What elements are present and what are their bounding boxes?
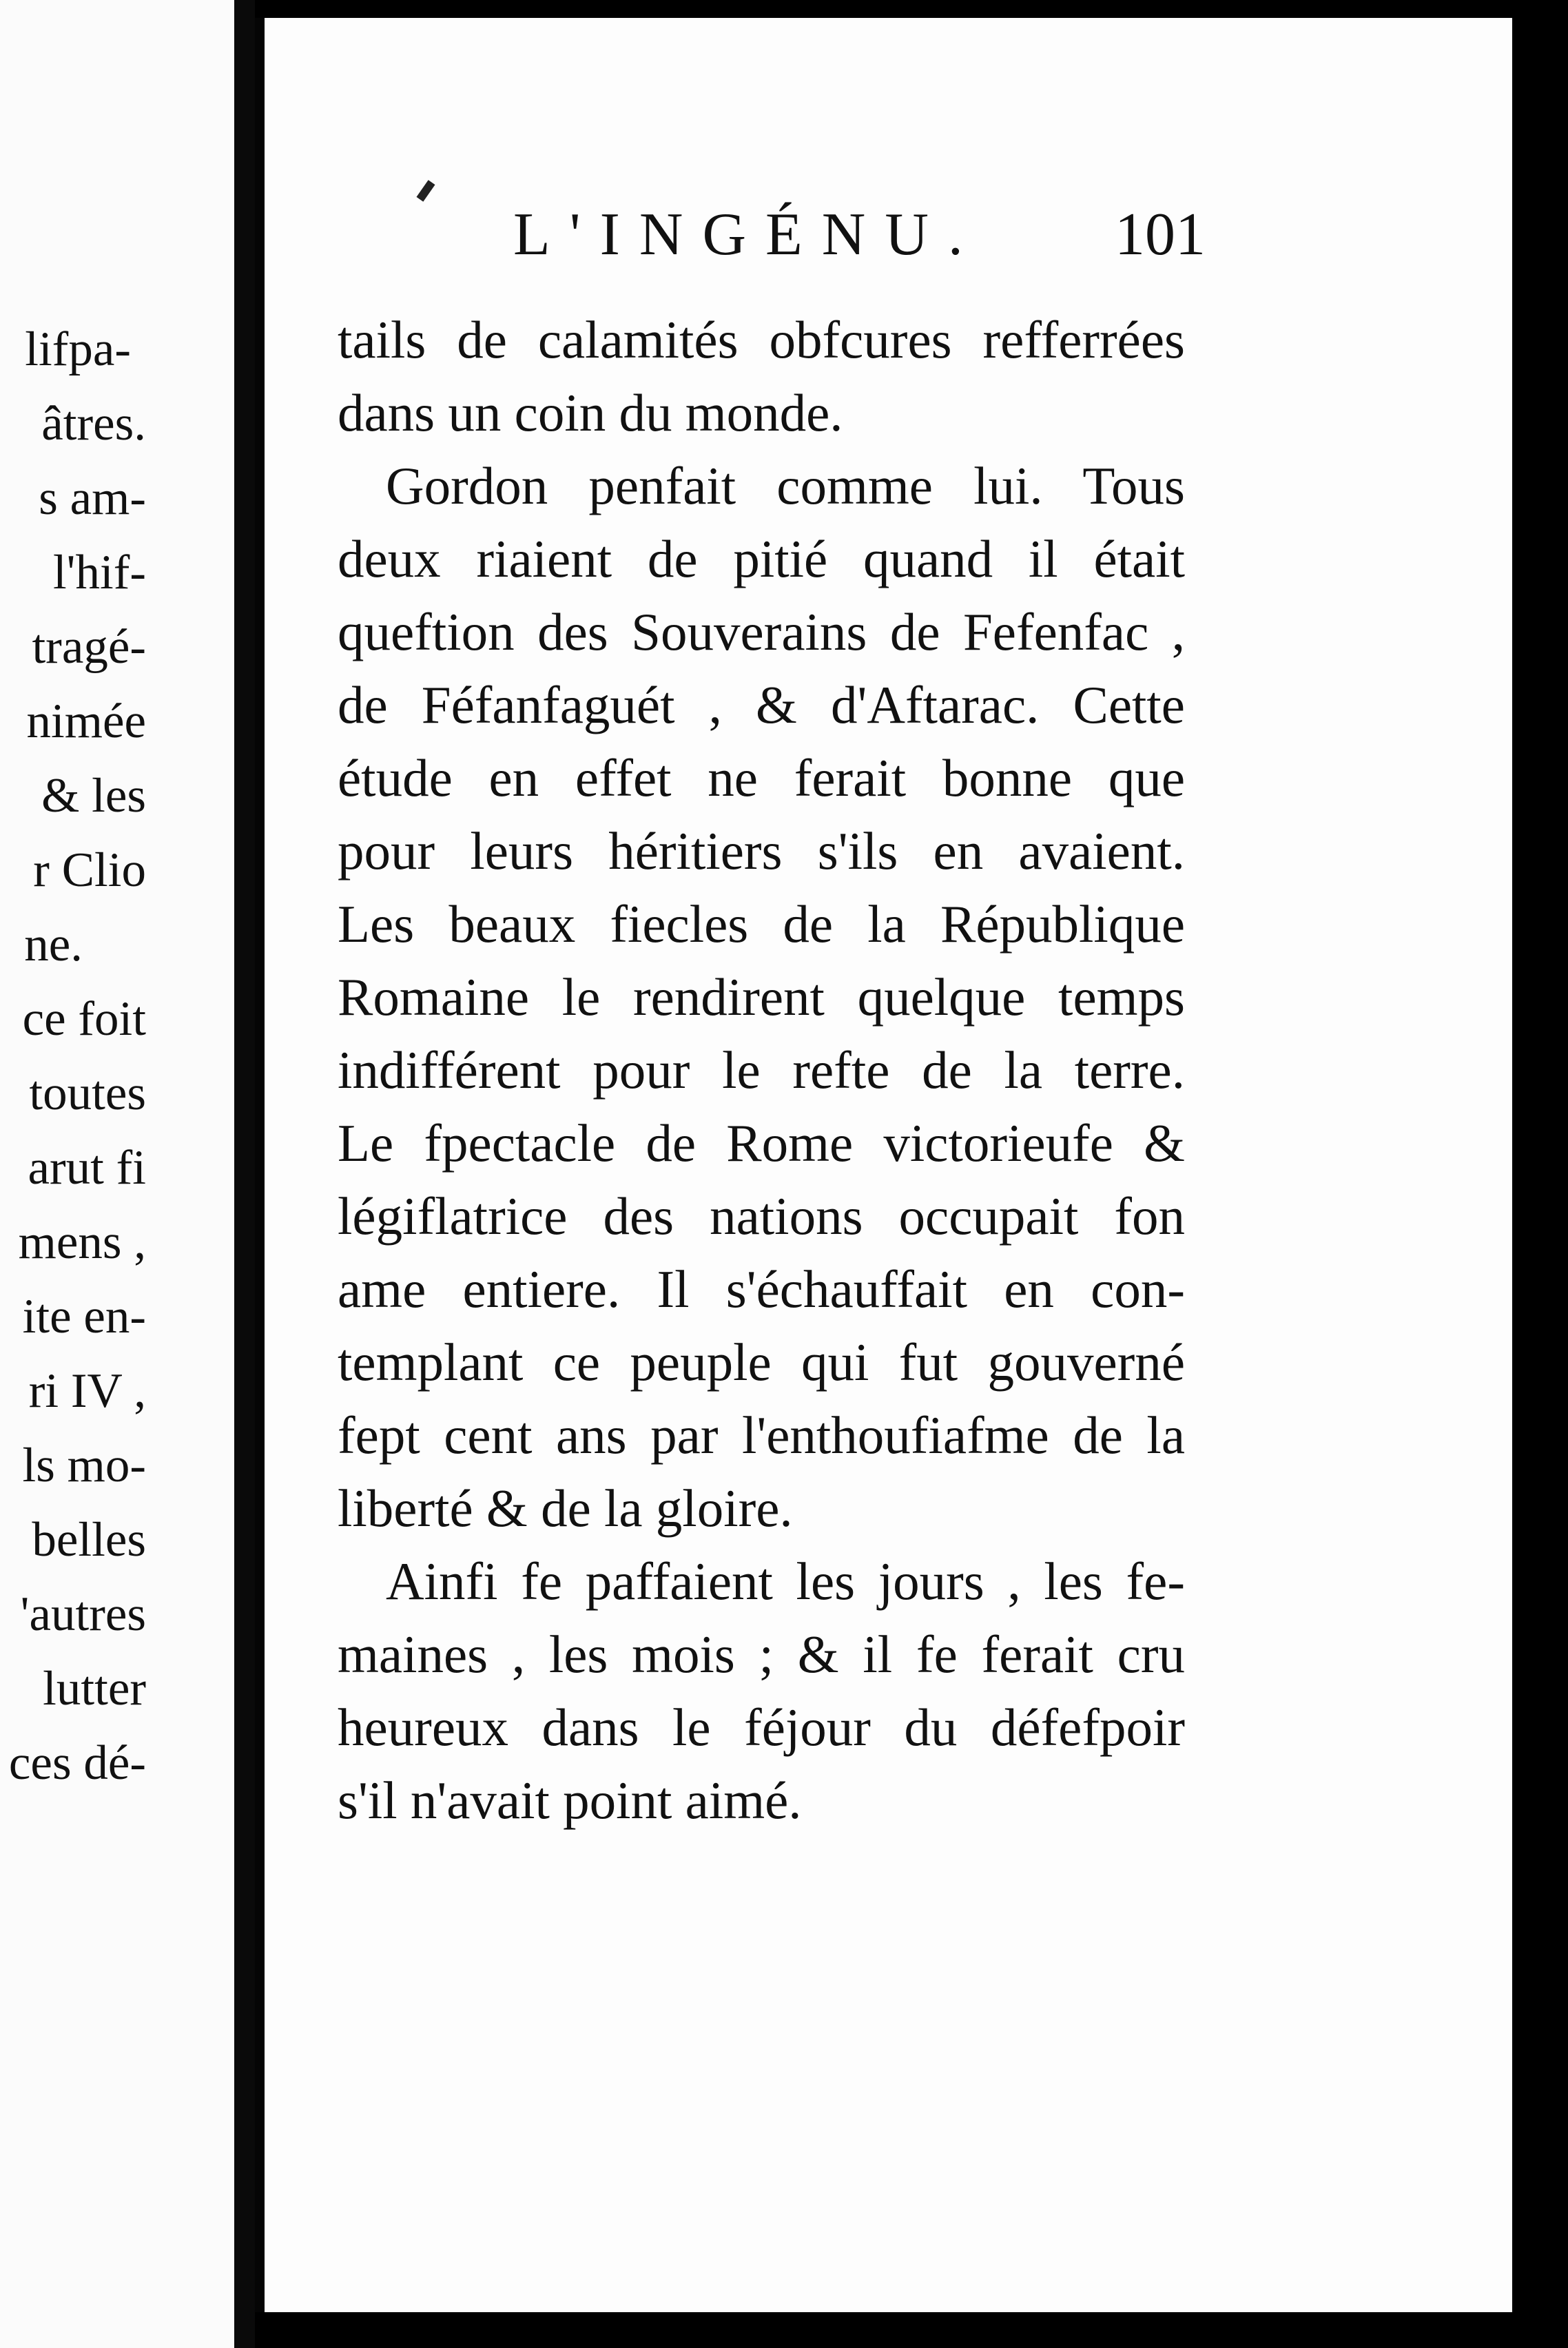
left-page-line: arut fi <box>28 1141 146 1195</box>
left-page-line: ne. <box>24 918 83 971</box>
book-gutter <box>234 0 255 2348</box>
text-line: de Féfanfaguét , & d'Aftarac. Cette <box>338 675 1185 734</box>
left-page-line: r Clio <box>33 843 146 897</box>
text-line: Le fpectacle de Rome victorieufe & <box>338 1113 1185 1173</box>
left-page-line: ces dé- <box>8 1736 146 1790</box>
text-line: étude en effet ne ferait bonne que <box>338 748 1185 807</box>
left-page-line: ls mo- <box>22 1439 146 1492</box>
text-line: pour leurs héritiers s'ils en avaient. <box>338 821 1185 880</box>
text-line: maines , les mois ; & il fe ferait cru <box>338 1625 1185 1684</box>
left-page-line: & les <box>41 769 146 823</box>
text-line: Ainfi fe paffaient les jours , les fe- <box>386 1552 1185 1611</box>
text-line: indifférent pour le refte de la terre. <box>338 1040 1185 1100</box>
left-page-line: toutes <box>29 1067 146 1120</box>
left-page-line: ri IV , <box>28 1364 146 1418</box>
text-line: templant ce peuple qui fut gouverné <box>338 1332 1185 1392</box>
left-page-line: belles <box>32 1513 146 1567</box>
left-page-line: ite en- <box>22 1290 146 1343</box>
left-page-line: nimée <box>26 694 146 748</box>
running-title: L'INGÉNU. <box>513 201 982 268</box>
text-line: deux riaient de pitié quand il était <box>338 529 1185 588</box>
text-line: légiflatrice des nations occupait fon <box>338 1186 1185 1246</box>
left-page-line: 'autres <box>20 1587 146 1641</box>
previous-page-fragment <box>0 0 234 2348</box>
left-page-line: ce foit <box>22 992 146 1046</box>
text-line: ame entiere. Il s'échauffait en con- <box>338 1259 1185 1319</box>
left-page-line: tragé- <box>32 620 146 674</box>
text-line: tails de calamités obfcures refferrées <box>338 310 1185 369</box>
left-page-line: âtres. <box>41 397 146 451</box>
text-line: queftion des Souverains de Fefenfac , <box>338 602 1185 661</box>
text-line: heureux dans le féjour du défefpoir <box>338 1698 1185 1757</box>
text-line: liberté & de la gloire. <box>338 1479 793 1538</box>
left-page-line: l'hif- <box>52 546 146 599</box>
text-line: fept cent ans par l'enthoufiafme de la <box>338 1405 1185 1465</box>
page-number: 101 <box>1115 201 1206 268</box>
running-head <box>513 200 1206 276</box>
scan-border <box>1512 0 1568 2348</box>
text-line: Romaine le rendirent quelque temps <box>338 967 1185 1027</box>
text-line: Les beaux fiecles de la République <box>338 894 1185 954</box>
text-line: dans un coin du monde. <box>338 383 843 442</box>
left-page-line: s am- <box>39 471 146 525</box>
left-page-line: lifpa- <box>25 322 131 376</box>
text-line: s'il n'avait point aimé. <box>338 1771 802 1830</box>
text-line: Gordon penfait comme lui. Tous <box>386 456 1185 515</box>
left-page-line: mens , <box>18 1215 146 1269</box>
left-page-line: lutter <box>43 1662 146 1716</box>
body-text <box>338 303 1185 1837</box>
